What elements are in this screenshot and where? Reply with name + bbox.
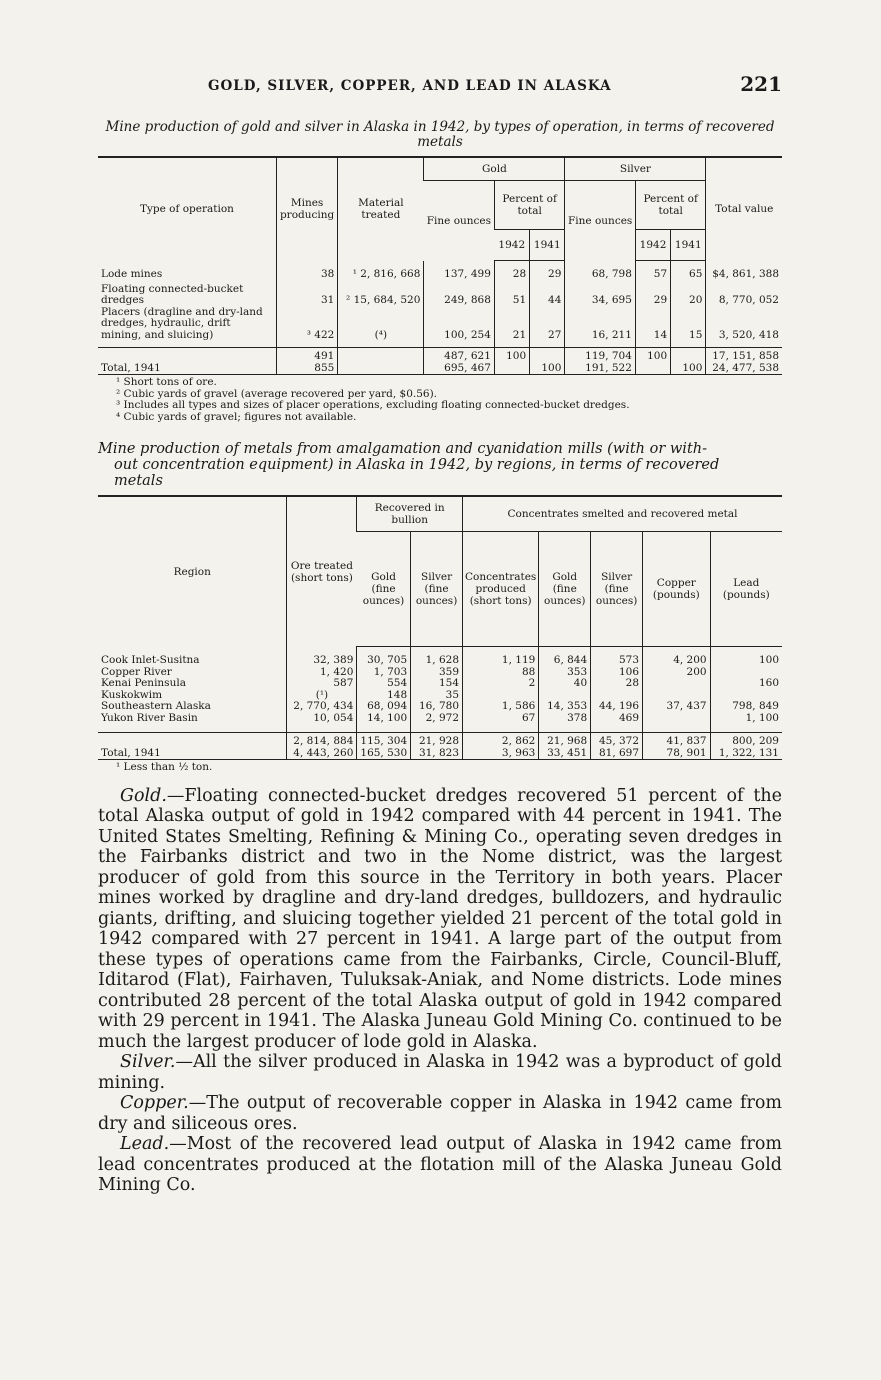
col-concentrates-group: Concentrates smelted and recovered metal xyxy=(463,496,782,532)
table1-caption: Mine production of gold and silver in Alaska in 1942, by types of operation, in terms of recovered metals xyxy=(105,119,775,150)
cell-bullion-silver: 21, 928 xyxy=(411,733,463,748)
cell-bullion-silver: 31, 823 xyxy=(411,748,463,760)
table2-caption xyxy=(98,441,782,489)
col-silver-1941: 1941 xyxy=(671,230,706,261)
cell-value: 17, 151, 858 xyxy=(706,348,782,363)
table1-body xyxy=(98,261,782,348)
paragraph-lead: Copper. xyxy=(120,1093,189,1113)
cell-lead: 1, 100 xyxy=(710,713,782,733)
running-title: GOLD, SILVER, COPPER, AND LEAD IN ALASKA xyxy=(208,78,612,94)
cell-type: Lode mines xyxy=(101,267,163,280)
col-ore: Ore treated (short tons) xyxy=(287,496,357,647)
cell-silver-oz: 34, 695 xyxy=(565,281,636,307)
cell-gold-1941 xyxy=(530,348,565,363)
cell-gold-1941: 100 xyxy=(530,363,565,375)
cell-gold-oz: 695, 467 xyxy=(424,363,495,375)
col-total-value: Total value xyxy=(706,157,782,261)
cell-concentrates: 88 xyxy=(463,667,539,679)
cell-ore: 10, 054 xyxy=(287,713,357,733)
table-gold-silver-by-operation xyxy=(98,156,782,375)
cell-ore: 4, 443, 260 xyxy=(287,748,357,760)
cell-conc-gold: 33, 451 xyxy=(539,748,591,760)
cell-region: Copper River xyxy=(101,665,172,678)
cell-region: Kuskokwim xyxy=(101,688,163,701)
cell-region: Southeastern Alaska xyxy=(101,700,211,712)
col-conc-silver: Silver (fine ounces) xyxy=(591,532,643,647)
col-gold-group: Gold xyxy=(424,157,565,181)
cell-lead: 1, 322, 131 xyxy=(710,748,782,760)
cell-conc-silver: 45, 372 xyxy=(591,733,643,748)
col-silver-percent: Percent of total xyxy=(635,181,706,230)
table-row xyxy=(98,678,782,690)
col-material: Material treated xyxy=(338,157,424,261)
cell-conc-silver: 469 xyxy=(591,713,643,733)
cell-mines: 31 xyxy=(276,281,337,307)
cell-conc-silver: 573 xyxy=(591,647,643,667)
cell-lead: 798, 849 xyxy=(710,701,782,713)
cell-silver-oz: 16, 211 xyxy=(565,307,636,348)
table1-footnotes xyxy=(98,377,782,423)
page-number: 221 xyxy=(740,72,782,96)
col-bullion-silver: Silver (fine ounces) xyxy=(411,532,463,647)
cell-silver-oz: 191, 522 xyxy=(565,363,636,375)
cell-gold-1942 xyxy=(494,363,529,375)
cell-conc-gold: 21, 968 xyxy=(539,733,591,748)
cell-material: (⁴) xyxy=(338,307,424,348)
cell-type: Placers (dragline and dry-land dredges, hydraulic, drift mining, and sluicing) xyxy=(101,305,263,341)
col-mines: Mines producing xyxy=(276,157,337,261)
cell-bullion-silver: 35 xyxy=(411,690,463,702)
col-silver-fine-ounces: Fine ounces xyxy=(565,181,636,261)
cell-bullion-gold: 148 xyxy=(357,690,411,702)
cell-copper: 78, 901 xyxy=(643,748,711,760)
cell-type: Total, 1941 xyxy=(101,361,161,374)
cell-material xyxy=(338,363,424,375)
cell-lead: 100 xyxy=(710,647,782,667)
cell-gold-1942: 28 xyxy=(494,261,529,281)
cell-lead: 800, 209 xyxy=(710,733,782,748)
cell-copper: 37, 437 xyxy=(643,701,711,713)
table1-totals xyxy=(98,348,782,375)
footnote: ¹ Less than ½ ton. xyxy=(116,761,213,773)
footnote: ⁴ Cubic yards of gravel; figures not available. xyxy=(116,410,357,423)
cell-silver-1941: 20 xyxy=(671,281,706,307)
cell-gold-1942: 100 xyxy=(494,348,529,363)
cell-gold-oz: 249, 868 xyxy=(424,281,495,307)
table2-body xyxy=(98,647,782,733)
cell-silver-1941: 15 xyxy=(671,307,706,348)
table2-totals xyxy=(98,733,782,760)
cell-bullion-silver: 359 xyxy=(411,667,463,679)
document-page xyxy=(98,70,782,1196)
cell-region: Kenai Peninsula xyxy=(101,677,186,689)
cell-value: 8, 770, 052 xyxy=(706,281,782,307)
cell-bullion-gold: 14, 100 xyxy=(357,713,411,733)
col-silver-1942: 1942 xyxy=(635,230,670,261)
table-row-total-1942 xyxy=(98,733,782,748)
cell-bullion-gold: 115, 304 xyxy=(357,733,411,748)
cell-gold-oz: 137, 499 xyxy=(424,261,495,281)
cell-conc-silver: 106 xyxy=(591,667,643,679)
col-gold-1942: 1942 xyxy=(494,230,529,261)
caption-line: Mine production of metals from amalgamation and cyanidation mills (with or with- xyxy=(98,441,708,457)
paragraph-lead: Gold. xyxy=(120,785,167,806)
cell-silver-1942: 29 xyxy=(635,281,670,307)
table2-footnotes xyxy=(98,762,782,774)
cell-bullion-gold: 30, 705 xyxy=(357,647,411,667)
table-row xyxy=(98,281,782,307)
paragraph-text: —Floating connected-bucket dredges recovered 51 percent of the total Alaska output of gold in 1942 compared with 44 percent in 1941. The United States Smelting, Refining & Mining Co., operating seven dredges in the Fairbanks district and two in the Nome district, was the largest producer of gold from this source in the Territory in both years. Placer mines worked by dragline and dry-land dredges, bulldozers, and hydraulic giants, drifting, and sluicing together yielded 21 percent of the total gold in 1942 compared with 27 percent in 1941. A large part of the output from these types of operations came from the Fairbanks, Circle, Council-Bluff, Iditarod (Flat), Fairhaven, Tuluksak-Aniak, and Nome districts. Lode mines contributed 28 percent of the total Alaska output of gold in 1942 compared with 29 percent in 1941. The Alaska Juneau Gold Mining Co. continued to be much the largest producer of lode gold in Alaska. xyxy=(98,785,782,1052)
cell-gold-1941: 27 xyxy=(530,307,565,348)
cell-concentrates: 2, 862 xyxy=(463,733,539,748)
table-row xyxy=(98,647,782,667)
cell-value: 24, 477, 538 xyxy=(706,363,782,375)
cell-material: ² 15, 684, 520 xyxy=(338,281,424,307)
cell-mines: 491 xyxy=(276,348,337,363)
table-mill-production-by-region xyxy=(98,495,782,760)
cell-gold-1941: 29 xyxy=(530,261,565,281)
cell-gold-oz: 487, 621 xyxy=(424,348,495,363)
cell-gold-1942: 21 xyxy=(494,307,529,348)
cell-conc-silver: 44, 196 xyxy=(591,701,643,713)
table-row xyxy=(98,261,782,281)
col-silver-group: Silver xyxy=(565,157,706,181)
paragraph-lead: Silver. xyxy=(120,1052,176,1072)
cell-lead: 160 xyxy=(710,678,782,690)
col-copper: Copper (pounds) xyxy=(643,532,711,647)
cell-conc-silver: 28 xyxy=(591,678,643,690)
cell-gold-oz: 100, 254 xyxy=(424,307,495,348)
cell-value: $4, 861, 388 xyxy=(706,261,782,281)
table-row-total-1941 xyxy=(98,748,782,760)
cell-concentrates: 3, 963 xyxy=(463,748,539,760)
cell-ore: 1, 420 xyxy=(287,667,357,679)
cell-concentrates: 67 xyxy=(463,713,539,733)
table-row xyxy=(98,307,782,348)
cell-copper xyxy=(643,678,711,690)
cell-silver-1941 xyxy=(671,348,706,363)
cell-mines: ³ 422 xyxy=(276,307,337,348)
cell-bullion-silver: 154 xyxy=(411,678,463,690)
running-head xyxy=(98,70,782,100)
paragraph-lead-metal xyxy=(98,1134,782,1196)
cell-copper xyxy=(643,713,711,733)
col-gold-percent: Percent of total xyxy=(494,181,565,230)
cell-region xyxy=(98,733,287,748)
cell-silver-oz: 68, 798 xyxy=(565,261,636,281)
cell-conc-gold: 378 xyxy=(539,713,591,733)
cell-bullion-silver: 16, 780 xyxy=(411,701,463,713)
cell-material: ¹ 2, 816, 668 xyxy=(338,261,424,281)
paragraph-lead: Lead. xyxy=(120,1134,170,1154)
table-row-total-1941 xyxy=(98,363,782,375)
footnote: ² Cubic yards of gravel (average recovered per yard, $0.56). xyxy=(116,387,438,400)
paragraph-silver xyxy=(98,1052,782,1093)
footnote: ¹ Short tons of ore. xyxy=(116,376,217,388)
cell-silver-1942: 57 xyxy=(635,261,670,281)
cell-mines: 855 xyxy=(276,363,337,375)
cell-conc-gold: 14, 353 xyxy=(539,701,591,713)
paragraph-copper xyxy=(98,1093,782,1134)
col-gold-fine-ounces: Fine ounces xyxy=(426,214,492,227)
cell-conc-silver: 81, 697 xyxy=(591,748,643,760)
paragraph-text: —All the silver produced in Alaska in 1942 was a byproduct of gold mining. xyxy=(98,1052,782,1093)
cell-value: 3, 520, 418 xyxy=(706,307,782,348)
cell-bullion-silver: 1, 628 xyxy=(411,647,463,667)
cell-bullion-gold: 554 xyxy=(357,678,411,690)
cell-bullion-gold: 68, 094 xyxy=(357,701,411,713)
col-conc-gold: Gold (fine ounces) xyxy=(539,532,591,647)
cell-concentrates: 1, 119 xyxy=(463,647,539,667)
cell-gold-1941: 44 xyxy=(530,281,565,307)
body-text xyxy=(98,786,782,1196)
col-lead: Lead (pounds) xyxy=(710,532,782,647)
cell-silver-1941: 100 xyxy=(671,363,706,375)
cell-silver-oz: 119, 704 xyxy=(565,348,636,363)
cell-copper: 200 xyxy=(643,667,711,679)
col-region: Region xyxy=(173,565,211,578)
table-row xyxy=(98,701,782,713)
table-row xyxy=(98,713,782,733)
cell-bullion-gold: 1, 703 xyxy=(357,667,411,679)
cell-material xyxy=(338,348,424,363)
col-bullion-group: Recovered in bullion xyxy=(357,496,463,532)
cell-region: Yukon River Basin xyxy=(101,711,198,724)
cell-silver-1942: 14 xyxy=(635,307,670,348)
col-type: Type of operation xyxy=(139,203,234,216)
cell-ore: 2, 814, 884 xyxy=(287,733,357,748)
cell-silver-1942 xyxy=(635,363,670,375)
footnote: ³ Includes all types and sizes of placer operations, excluding floating connected-bucket dredges. xyxy=(116,399,630,411)
table-row-total-1942 xyxy=(98,348,782,363)
cell-ore: 2, 770, 434 xyxy=(287,701,357,713)
caption-line: out concentration equipment) in Alaska in 1942, by regions, in terms of recovered xyxy=(114,457,720,473)
paragraph-text: —Most of the recovered lead output of Alaska in 1942 came from lead concentrates produced at the flotation mill of the Alaska Juneau Gold Mining Co. xyxy=(98,1134,782,1195)
col-bullion-gold: Gold (fine ounces) xyxy=(357,532,411,647)
cell-ore: 32, 389 xyxy=(287,647,357,667)
cell-copper: 4, 200 xyxy=(643,647,711,667)
cell-region: Cook Inlet-Susitna xyxy=(101,653,200,666)
cell-bullion-silver: 2, 972 xyxy=(411,713,463,733)
col-gold-1941: 1941 xyxy=(530,230,565,261)
cell-type xyxy=(98,348,276,363)
cell-conc-gold: 40 xyxy=(539,678,591,690)
cell-concentrates: 2 xyxy=(463,678,539,690)
cell-silver-1941: 65 xyxy=(671,261,706,281)
cell-bullion-gold: 165, 530 xyxy=(357,748,411,760)
paragraph-gold xyxy=(98,786,782,1053)
caption-line: metals xyxy=(114,473,163,489)
cell-conc-gold: 6, 844 xyxy=(539,647,591,667)
cell-gold-1942: 51 xyxy=(494,281,529,307)
cell-ore: 587 xyxy=(287,678,357,690)
cell-ore: (¹) xyxy=(287,690,357,702)
cell-region: Total, 1941 xyxy=(101,746,161,759)
cell-concentrates: 1, 586 xyxy=(463,701,539,713)
cell-copper: 41, 837 xyxy=(643,733,711,748)
cell-silver-1942: 100 xyxy=(635,348,670,363)
cell-type: Floating connected-bucket dredges xyxy=(101,282,244,306)
cell-conc-gold: 353 xyxy=(539,667,591,679)
cell-mines: 38 xyxy=(276,261,337,281)
paragraph-text: —The output of recoverable copper in Alaska in 1942 came from dry and siliceous ores. xyxy=(98,1093,782,1134)
col-concentrates: Concentrates produced (short tons) xyxy=(463,532,539,647)
